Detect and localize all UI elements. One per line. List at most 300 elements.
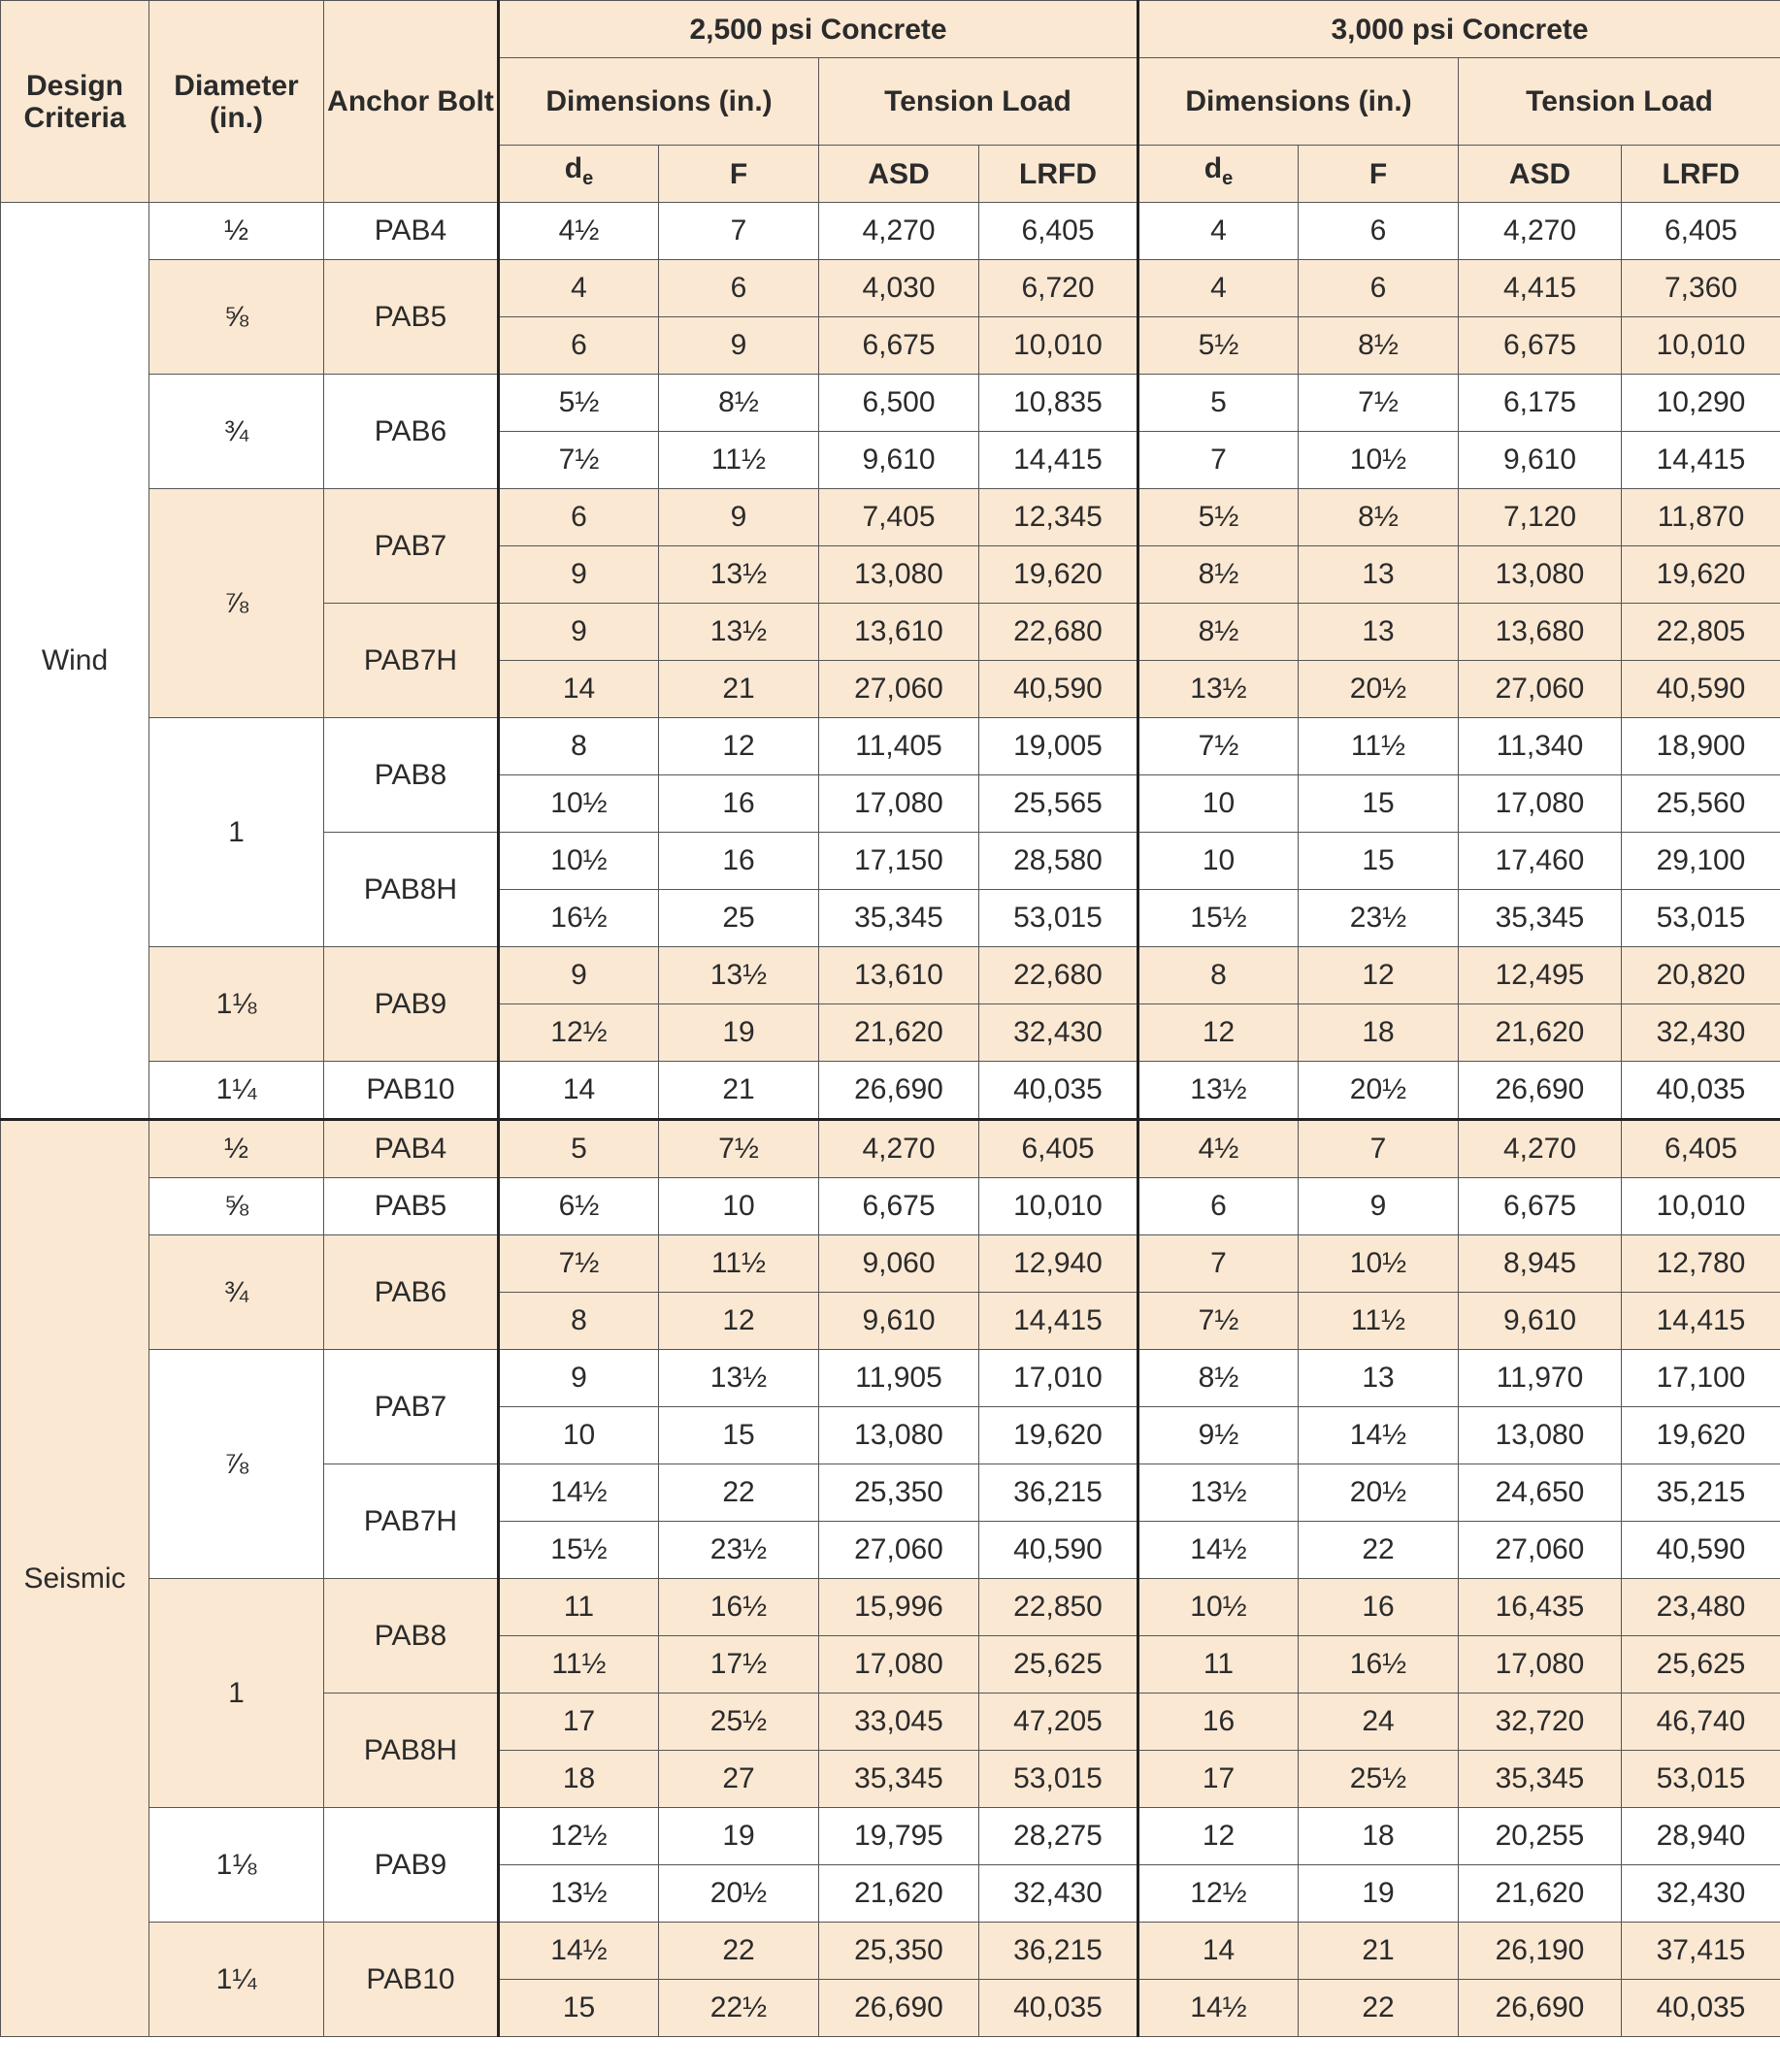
de-2500-cell: 12½ xyxy=(499,1808,659,1865)
lrfd-2500-cell: 19,620 xyxy=(979,1407,1138,1464)
lrfd-3000-cell: 6,405 xyxy=(1622,203,1780,260)
f-3000-cell: 9 xyxy=(1299,1178,1459,1235)
lrfd-3000-cell: 11,870 xyxy=(1622,489,1780,546)
asd-3000-cell: 9,610 xyxy=(1459,432,1622,489)
de-2500-cell: 4 xyxy=(499,260,659,317)
f-3000-cell: 18 xyxy=(1299,1808,1459,1865)
asd-3000-cell: 11,340 xyxy=(1459,718,1622,775)
table-row xyxy=(1,489,1780,546)
anchor-bolt-cell: PAB6 xyxy=(324,1235,499,1350)
f-2500-cell: 13½ xyxy=(659,546,819,604)
table-row xyxy=(1,260,1780,317)
f-3000-cell: 22 xyxy=(1299,1980,1459,2037)
de-2500-cell: 14 xyxy=(499,1062,659,1120)
asd-3000-cell: 4,270 xyxy=(1459,1120,1622,1178)
lrfd-2500-cell: 40,035 xyxy=(979,1980,1138,2037)
asd-3000-cell: 13,680 xyxy=(1459,604,1622,661)
lrfd-2500-cell: 28,580 xyxy=(979,833,1138,890)
table-row xyxy=(1,1178,1780,1235)
f-2500-cell: 23½ xyxy=(659,1522,819,1579)
de-2500-cell: 17 xyxy=(499,1694,659,1751)
lrfd-2500-cell: 19,620 xyxy=(979,546,1138,604)
asd-2500-cell: 11,405 xyxy=(819,718,979,775)
f-2500-cell: 6 xyxy=(659,260,819,317)
f-2500-cell: 8½ xyxy=(659,375,819,432)
lrfd-2500-cell: 32,430 xyxy=(979,1865,1138,1923)
asd-2500-cell: 15,996 xyxy=(819,1579,979,1636)
de-3000-cell: 11 xyxy=(1138,1636,1299,1694)
f-3000-cell: 15 xyxy=(1299,833,1459,890)
de-3000-cell: 14½ xyxy=(1138,1522,1299,1579)
lrfd-3000-cell: 40,035 xyxy=(1622,1980,1780,2037)
de-3000-cell: 10 xyxy=(1138,833,1299,890)
lrfd-2500-cell: 22,850 xyxy=(979,1579,1138,1636)
de-3000-cell: 8½ xyxy=(1138,1350,1299,1407)
table-row xyxy=(1,375,1780,432)
de-2500-cell: 4½ xyxy=(499,203,659,260)
asd-2500-cell: 11,905 xyxy=(819,1350,979,1407)
f-2500-cell: 19 xyxy=(659,1808,819,1865)
diameter-cell: 1¼ xyxy=(149,1923,324,2037)
lrfd-3000-cell: 53,015 xyxy=(1622,890,1780,947)
table-row xyxy=(1,718,1780,775)
f-2500-cell: 10 xyxy=(659,1178,819,1235)
asd-2500-cell: 27,060 xyxy=(819,661,979,718)
anchor-bolt-cell: PAB9 xyxy=(324,947,499,1062)
anchor-bolt-cell: PAB7 xyxy=(324,1350,499,1464)
de-3000-cell: 5½ xyxy=(1138,317,1299,375)
asd-3000-header: ASD xyxy=(1459,146,1622,203)
lrfd-2500-cell: 19,005 xyxy=(979,718,1138,775)
anchor-bolt-cell: PAB5 xyxy=(324,1178,499,1235)
lrfd-3000-cell: 25,625 xyxy=(1622,1636,1780,1694)
f-2500-cell: 25½ xyxy=(659,1694,819,1751)
lrfd-2500-cell: 14,415 xyxy=(979,1293,1138,1350)
table-row xyxy=(1,1235,1780,1293)
anchor-bolt-cell: PAB8 xyxy=(324,718,499,833)
lrfd-2500-cell: 14,415 xyxy=(979,432,1138,489)
de-2500-cell: 14½ xyxy=(499,1923,659,1980)
f-3000-cell: 11½ xyxy=(1299,1293,1459,1350)
lrfd-2500-cell: 10,835 xyxy=(979,375,1138,432)
de-2500-cell: 16½ xyxy=(499,890,659,947)
de-3000-cell: 5½ xyxy=(1138,489,1299,546)
anchor-bolt-cell: PAB8 xyxy=(324,1579,499,1694)
de-2500-cell: 9 xyxy=(499,1350,659,1407)
lrfd-2500-cell: 25,625 xyxy=(979,1636,1138,1694)
asd-3000-cell: 4,415 xyxy=(1459,260,1622,317)
lrfd-2500-cell: 10,010 xyxy=(979,317,1138,375)
lrfd-3000-cell: 32,430 xyxy=(1622,1004,1780,1062)
asd-3000-cell: 32,720 xyxy=(1459,1694,1622,1751)
anchor-bolt-cell: PAB5 xyxy=(324,260,499,375)
de-3000-cell: 7 xyxy=(1138,1235,1299,1293)
de-3000-cell: 10 xyxy=(1138,775,1299,833)
de-3000-cell: 8 xyxy=(1138,947,1299,1004)
f-2500-cell: 9 xyxy=(659,489,819,546)
tension-2500-header: Tension Load xyxy=(819,58,1138,146)
asd-3000-cell: 17,460 xyxy=(1459,833,1622,890)
de-symbol: d xyxy=(564,152,583,184)
lrfd-2500-cell: 53,015 xyxy=(979,890,1138,947)
de-2500-cell: 9 xyxy=(499,947,659,1004)
de-3000-cell: 10½ xyxy=(1138,1579,1299,1636)
asd-3000-cell: 21,620 xyxy=(1459,1004,1622,1062)
lrfd-2500-cell: 28,275 xyxy=(979,1808,1138,1865)
asd-2500-cell: 35,345 xyxy=(819,1751,979,1808)
diameter-cell: ¾ xyxy=(149,1235,324,1350)
f-2500-cell: 13½ xyxy=(659,604,819,661)
de-2500-cell: 7½ xyxy=(499,1235,659,1293)
lrfd-3000-cell: 6,405 xyxy=(1622,1120,1780,1178)
lrfd-3000-cell: 29,100 xyxy=(1622,833,1780,890)
f-3000-cell: 11½ xyxy=(1299,718,1459,775)
f-2500-cell: 11½ xyxy=(659,1235,819,1293)
de-3000-cell: 13½ xyxy=(1138,1464,1299,1522)
de-3000-cell: 15½ xyxy=(1138,890,1299,947)
lrfd-2500-cell: 40,590 xyxy=(979,661,1138,718)
asd-2500-cell: 21,620 xyxy=(819,1865,979,1923)
de-2500-cell: 14 xyxy=(499,661,659,718)
concrete-2500-header: 2,500 psi Concrete xyxy=(499,1,1138,58)
f-2500-cell: 27 xyxy=(659,1751,819,1808)
lrfd-3000-cell: 46,740 xyxy=(1622,1694,1780,1751)
f-2500-cell: 22 xyxy=(659,1464,819,1522)
diameter-cell: 1⅛ xyxy=(149,1808,324,1923)
f-3000-cell: 24 xyxy=(1299,1694,1459,1751)
f-3000-cell: 20½ xyxy=(1299,1464,1459,1522)
lrfd-3000-cell: 10,010 xyxy=(1622,317,1780,375)
lrfd-2500-cell: 6,720 xyxy=(979,260,1138,317)
f-3000-cell: 16½ xyxy=(1299,1636,1459,1694)
f-3000-cell: 23½ xyxy=(1299,890,1459,947)
asd-3000-cell: 17,080 xyxy=(1459,775,1622,833)
f-2500-cell: 20½ xyxy=(659,1865,819,1923)
asd-2500-cell: 17,080 xyxy=(819,1636,979,1694)
asd-3000-cell: 24,650 xyxy=(1459,1464,1622,1522)
de-3000-cell: 4 xyxy=(1138,260,1299,317)
lrfd-3000-header: LRFD xyxy=(1622,146,1780,203)
asd-3000-cell: 27,060 xyxy=(1459,1522,1622,1579)
asd-2500-cell: 21,620 xyxy=(819,1004,979,1062)
f-2500-cell: 12 xyxy=(659,1293,819,1350)
asd-3000-cell: 26,690 xyxy=(1459,1062,1622,1120)
f-3000-header: F xyxy=(1299,146,1459,203)
asd-2500-cell: 17,080 xyxy=(819,775,979,833)
table-row xyxy=(1,1808,1780,1865)
asd-3000-cell: 11,970 xyxy=(1459,1350,1622,1407)
diameter-cell: 1⅛ xyxy=(149,947,324,1062)
diameter-cell: ½ xyxy=(149,1120,324,1178)
asd-3000-cell: 4,270 xyxy=(1459,203,1622,260)
lrfd-2500-cell: 25,565 xyxy=(979,775,1138,833)
de-3000-cell: 8½ xyxy=(1138,604,1299,661)
lrfd-3000-cell: 14,415 xyxy=(1622,1293,1780,1350)
lrfd-2500-cell: 22,680 xyxy=(979,604,1138,661)
anchor-bolt-cell: PAB7H xyxy=(324,1464,499,1579)
asd-2500-cell: 25,350 xyxy=(819,1923,979,1980)
f-2500-header: F xyxy=(659,146,819,203)
lrfd-3000-cell: 10,010 xyxy=(1622,1178,1780,1235)
f-2500-cell: 9 xyxy=(659,317,819,375)
diameter-cell: ¾ xyxy=(149,375,324,489)
diameter-cell: ⅝ xyxy=(149,260,324,375)
lrfd-2500-cell: 12,345 xyxy=(979,489,1138,546)
asd-2500-cell: 6,675 xyxy=(819,317,979,375)
f-3000-cell: 18 xyxy=(1299,1004,1459,1062)
de-3000-header xyxy=(1138,146,1299,203)
asd-2500-cell: 27,060 xyxy=(819,1522,979,1579)
f-3000-cell: 21 xyxy=(1299,1923,1459,1980)
f-2500-cell: 7 xyxy=(659,203,819,260)
de-2500-cell: 12½ xyxy=(499,1004,659,1062)
f-2500-cell: 16 xyxy=(659,775,819,833)
f-3000-cell: 20½ xyxy=(1299,1062,1459,1120)
f-3000-cell: 6 xyxy=(1299,260,1459,317)
de-3000-cell: 16 xyxy=(1138,1694,1299,1751)
diameter-header: Diameter (in.) xyxy=(149,1,324,203)
de-3000-cell: 17 xyxy=(1138,1751,1299,1808)
anchor-bolt-cell: PAB4 xyxy=(324,203,499,260)
f-3000-cell: 13 xyxy=(1299,1350,1459,1407)
f-3000-cell: 7 xyxy=(1299,1120,1459,1178)
asd-2500-cell: 9,610 xyxy=(819,1293,979,1350)
de-3000-cell: 12 xyxy=(1138,1004,1299,1062)
lrfd-3000-cell: 37,415 xyxy=(1622,1923,1780,1980)
de-3000-cell: 14½ xyxy=(1138,1980,1299,2037)
table-row xyxy=(1,1579,1780,1636)
design-criteria-cell: Wind xyxy=(1,203,149,1120)
asd-2500-cell: 26,690 xyxy=(819,1062,979,1120)
asd-2500-cell: 4,270 xyxy=(819,203,979,260)
f-3000-cell: 13 xyxy=(1299,604,1459,661)
de-2500-cell: 15 xyxy=(499,1980,659,2037)
de-3000-cell: 9½ xyxy=(1138,1407,1299,1464)
de-3000-cell: 7½ xyxy=(1138,718,1299,775)
de-2500-cell: 6½ xyxy=(499,1178,659,1235)
de-3000-cell: 5 xyxy=(1138,375,1299,432)
de-subscript: e xyxy=(1222,168,1234,189)
diameter-cell: 1¼ xyxy=(149,1062,324,1120)
lrfd-2500-cell: 17,010 xyxy=(979,1350,1138,1407)
asd-2500-cell: 9,060 xyxy=(819,1235,979,1293)
table-row xyxy=(1,1350,1780,1407)
de-2500-cell: 11 xyxy=(499,1579,659,1636)
lrfd-3000-cell: 20,820 xyxy=(1622,947,1780,1004)
asd-2500-cell: 33,045 xyxy=(819,1694,979,1751)
asd-3000-cell: 6,675 xyxy=(1459,317,1622,375)
lrfd-3000-cell: 23,480 xyxy=(1622,1579,1780,1636)
lrfd-3000-cell: 40,590 xyxy=(1622,1522,1780,1579)
asd-3000-cell: 17,080 xyxy=(1459,1636,1622,1694)
lrfd-3000-cell: 19,620 xyxy=(1622,1407,1780,1464)
asd-2500-cell: 26,690 xyxy=(819,1980,979,2037)
f-3000-cell: 19 xyxy=(1299,1865,1459,1923)
de-2500-cell: 10½ xyxy=(499,833,659,890)
dimensions-2500-header: Dimensions (in.) xyxy=(499,58,819,146)
de-2500-cell: 5 xyxy=(499,1120,659,1178)
asd-3000-cell: 12,495 xyxy=(1459,947,1622,1004)
de-subscript: e xyxy=(582,168,594,189)
table-row xyxy=(1,203,1780,260)
f-2500-cell: 21 xyxy=(659,1062,819,1120)
de-2500-cell: 15½ xyxy=(499,1522,659,1579)
f-3000-cell: 10½ xyxy=(1299,1235,1459,1293)
lrfd-2500-cell: 40,590 xyxy=(979,1522,1138,1579)
asd-3000-cell: 13,080 xyxy=(1459,1407,1622,1464)
lrfd-2500-cell: 40,035 xyxy=(979,1062,1138,1120)
de-2500-cell: 11½ xyxy=(499,1636,659,1694)
de-2500-cell: 13½ xyxy=(499,1865,659,1923)
asd-3000-cell: 27,060 xyxy=(1459,661,1622,718)
de-2500-cell: 6 xyxy=(499,489,659,546)
diameter-cell: ⅝ xyxy=(149,1178,324,1235)
de-3000-cell: 7 xyxy=(1138,432,1299,489)
f-2500-cell: 11½ xyxy=(659,432,819,489)
anchor-bolt-cell: PAB10 xyxy=(324,1923,499,2037)
lrfd-2500-cell: 32,430 xyxy=(979,1004,1138,1062)
lrfd-3000-cell: 35,215 xyxy=(1622,1464,1780,1522)
anchor-bolt-cell: PAB7H xyxy=(324,604,499,718)
f-2500-cell: 15 xyxy=(659,1407,819,1464)
table-row xyxy=(1,1062,1780,1120)
de-2500-cell: 5½ xyxy=(499,375,659,432)
f-3000-cell: 15 xyxy=(1299,775,1459,833)
asd-3000-cell: 35,345 xyxy=(1459,1751,1622,1808)
lrfd-3000-cell: 19,620 xyxy=(1622,546,1780,604)
de-3000-cell: 7½ xyxy=(1138,1293,1299,1350)
diameter-cell: 1 xyxy=(149,718,324,947)
lrfd-2500-cell: 22,680 xyxy=(979,947,1138,1004)
lrfd-2500-cell: 12,940 xyxy=(979,1235,1138,1293)
anchor-bolt-cell: PAB8H xyxy=(324,833,499,947)
f-3000-cell: 20½ xyxy=(1299,661,1459,718)
asd-2500-cell: 4,030 xyxy=(819,260,979,317)
f-3000-cell: 6 xyxy=(1299,203,1459,260)
anchor-bolt-cell: PAB7 xyxy=(324,489,499,604)
tension-3000-header: Tension Load xyxy=(1459,58,1780,146)
lrfd-3000-cell: 12,780 xyxy=(1622,1235,1780,1293)
asd-3000-cell: 20,255 xyxy=(1459,1808,1622,1865)
f-2500-cell: 7½ xyxy=(659,1120,819,1178)
lrfd-3000-cell: 22,805 xyxy=(1622,604,1780,661)
de-3000-cell: 4½ xyxy=(1138,1120,1299,1178)
asd-3000-cell: 6,175 xyxy=(1459,375,1622,432)
asd-2500-cell: 25,350 xyxy=(819,1464,979,1522)
asd-2500-cell: 13,610 xyxy=(819,604,979,661)
anchor-bolt-cell: PAB8H xyxy=(324,1694,499,1808)
design-criteria-cell: Seismic xyxy=(1,1120,149,2037)
f-3000-cell: 8½ xyxy=(1299,317,1459,375)
asd-3000-cell: 13,080 xyxy=(1459,546,1622,604)
de-2500-cell: 6 xyxy=(499,317,659,375)
asd-2500-cell: 7,405 xyxy=(819,489,979,546)
table-body xyxy=(1,203,1780,2037)
de-3000-cell: 8½ xyxy=(1138,546,1299,604)
asd-2500-header: ASD xyxy=(819,146,979,203)
f-3000-cell: 25½ xyxy=(1299,1751,1459,1808)
dimensions-3000-header: Dimensions (in.) xyxy=(1138,58,1459,146)
asd-2500-cell: 4,270 xyxy=(819,1120,979,1178)
de-2500-cell: 18 xyxy=(499,1751,659,1808)
f-3000-cell: 14½ xyxy=(1299,1407,1459,1464)
de-2500-cell: 9 xyxy=(499,604,659,661)
f-3000-cell: 8½ xyxy=(1299,489,1459,546)
lrfd-3000-cell: 14,415 xyxy=(1622,432,1780,489)
f-3000-cell: 7½ xyxy=(1299,375,1459,432)
asd-3000-cell: 26,690 xyxy=(1459,1980,1622,2037)
asd-2500-cell: 6,500 xyxy=(819,375,979,432)
lrfd-2500-cell: 6,405 xyxy=(979,203,1138,260)
lrfd-2500-cell: 47,205 xyxy=(979,1694,1138,1751)
lrfd-2500-cell: 10,010 xyxy=(979,1178,1138,1235)
f-3000-cell: 12 xyxy=(1299,947,1459,1004)
f-3000-cell: 10½ xyxy=(1299,432,1459,489)
f-2500-cell: 22½ xyxy=(659,1980,819,2037)
asd-2500-cell: 13,080 xyxy=(819,546,979,604)
f-2500-cell: 13½ xyxy=(659,1350,819,1407)
table-row xyxy=(1,947,1780,1004)
de-3000-cell: 6 xyxy=(1138,1178,1299,1235)
anchor-bolt-cell: PAB10 xyxy=(324,1062,499,1120)
f-3000-cell: 13 xyxy=(1299,546,1459,604)
table-row xyxy=(1,1923,1780,1980)
lrfd-3000-cell: 17,100 xyxy=(1622,1350,1780,1407)
lrfd-3000-cell: 40,590 xyxy=(1622,661,1780,718)
asd-3000-cell: 35,345 xyxy=(1459,890,1622,947)
de-3000-cell: 4 xyxy=(1138,203,1299,260)
f-2500-cell: 17½ xyxy=(659,1636,819,1694)
de-2500-cell: 14½ xyxy=(499,1464,659,1522)
de-3000-cell: 14 xyxy=(1138,1923,1299,1980)
de-2500-cell: 8 xyxy=(499,718,659,775)
asd-3000-cell: 21,620 xyxy=(1459,1865,1622,1923)
asd-3000-cell: 9,610 xyxy=(1459,1293,1622,1350)
diameter-cell: 1 xyxy=(149,1579,324,1808)
f-2500-cell: 13½ xyxy=(659,947,819,1004)
de-2500-cell: 7½ xyxy=(499,432,659,489)
concrete-3000-header: 3,000 psi Concrete xyxy=(1138,1,1780,58)
lrfd-3000-cell: 10,290 xyxy=(1622,375,1780,432)
asd-3000-cell: 8,945 xyxy=(1459,1235,1622,1293)
asd-3000-cell: 26,190 xyxy=(1459,1923,1622,1980)
de-3000-cell: 13½ xyxy=(1138,661,1299,718)
lrfd-2500-cell: 6,405 xyxy=(979,1120,1138,1178)
f-2500-cell: 19 xyxy=(659,1004,819,1062)
anchor-bolt-cell: PAB4 xyxy=(324,1120,499,1178)
lrfd-2500-cell: 53,015 xyxy=(979,1751,1138,1808)
de-2500-cell: 10½ xyxy=(499,775,659,833)
diameter-cell: ⅞ xyxy=(149,489,324,718)
asd-2500-cell: 13,610 xyxy=(819,947,979,1004)
asd-2500-cell: 35,345 xyxy=(819,890,979,947)
asd-3000-cell: 6,675 xyxy=(1459,1178,1622,1235)
design-criteria-header: Design Criteria xyxy=(1,1,149,203)
lrfd-3000-cell: 28,940 xyxy=(1622,1808,1780,1865)
lrfd-3000-cell: 40,035 xyxy=(1622,1062,1780,1120)
diameter-cell: ⅞ xyxy=(149,1350,324,1579)
asd-2500-cell: 17,150 xyxy=(819,833,979,890)
table-header xyxy=(1,1,1780,203)
asd-2500-cell: 6,675 xyxy=(819,1178,979,1235)
f-2500-cell: 12 xyxy=(659,718,819,775)
anchor-bolt-header: Anchor Bolt xyxy=(324,1,499,203)
asd-3000-cell: 7,120 xyxy=(1459,489,1622,546)
lrfd-2500-cell: 36,215 xyxy=(979,1464,1138,1522)
de-3000-cell: 12½ xyxy=(1138,1865,1299,1923)
f-2500-cell: 25 xyxy=(659,890,819,947)
f-3000-cell: 22 xyxy=(1299,1522,1459,1579)
